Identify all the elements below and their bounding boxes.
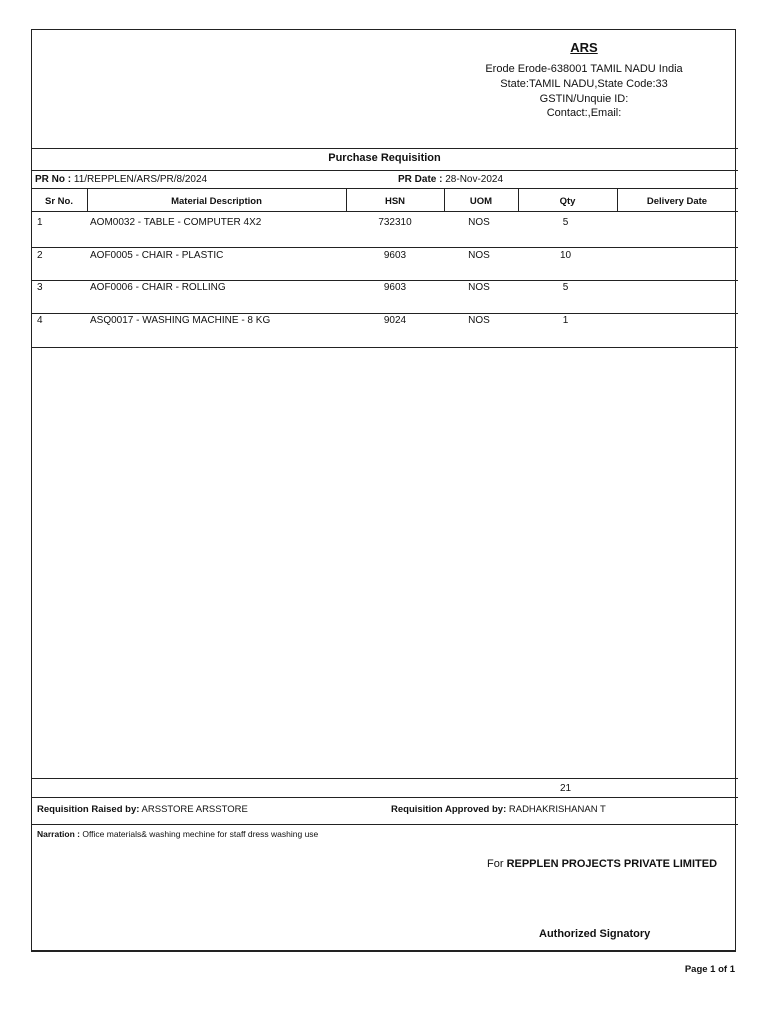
row-qty: 5	[562, 217, 569, 228]
row-qty: 10	[559, 250, 572, 261]
authorized-signatory: Authorized Signatory	[539, 928, 651, 940]
row-uom: NOS	[468, 282, 490, 293]
approved-by-label: Requisition Approved by:	[391, 804, 507, 815]
divider	[31, 347, 738, 348]
narration-value: Office materials& washing mechine for staff dress washing use	[82, 829, 319, 839]
row-uom: NOS	[468, 250, 490, 261]
pr-number-label: PR No :	[35, 174, 72, 185]
requisition-approved-by	[391, 804, 606, 816]
row-hsn: 9603	[383, 282, 407, 293]
pr-date	[398, 174, 503, 186]
row-sr: 4	[37, 315, 43, 326]
row-sr: 2	[37, 250, 43, 261]
company-contact: Contact:,Email:	[546, 107, 622, 119]
row-description: ASQ0017 - WASHING MACHINE - 8 KG	[90, 315, 271, 326]
divider	[31, 778, 738, 779]
row-description: AOF0005 - CHAIR - PLASTIC	[90, 250, 224, 261]
divider	[31, 148, 738, 149]
row-qty: 5	[562, 282, 569, 293]
divider	[31, 824, 738, 825]
requisition-raised-by	[37, 804, 248, 816]
header-delivery-date: Delivery Date	[646, 196, 708, 207]
signature-company: REPPLEN PROJECTS PRIVATE LIMITED	[506, 858, 718, 870]
row-description: AOM0032 - TABLE - COMPUTER 4X2	[90, 217, 262, 228]
header-sr-no: Sr No.	[45, 196, 73, 207]
company-address-line1: Erode Erode-638001 TAMIL NADU India	[485, 63, 683, 75]
row-hsn: 9603	[383, 250, 407, 261]
company-name: ARS	[570, 40, 598, 55]
pr-number	[35, 174, 207, 186]
row-uom: NOS	[468, 217, 490, 228]
row-description: AOF0006 - CHAIR - ROLLING	[90, 282, 226, 293]
raised-by-value: ARSSTORE ARSSTORE	[141, 804, 248, 815]
company-address-line2: State:TAMIL NADU,State Code:33	[500, 78, 668, 90]
header-uom: UOM	[469, 196, 493, 207]
row-divider	[31, 313, 738, 314]
row-divider	[31, 280, 738, 281]
for-label: For	[487, 858, 504, 870]
row-sr: 3	[37, 282, 43, 293]
narration-label: Narration :	[37, 829, 80, 839]
pr-date-label: PR Date :	[398, 174, 443, 185]
header-qty: Qty	[559, 196, 576, 207]
page-number: Page 1 of 1	[684, 964, 735, 975]
narration	[37, 828, 318, 840]
company-gstin: GSTIN/Unquie ID:	[539, 93, 629, 105]
divider	[31, 797, 738, 798]
raised-by-label: Requisition Raised by:	[37, 804, 140, 815]
total-qty: 21	[559, 783, 572, 794]
divider	[31, 211, 738, 212]
document-title: Purchase Requisition	[328, 152, 441, 164]
pr-date-value: 28-Nov-2024	[445, 174, 504, 185]
divider	[31, 170, 738, 171]
row-hsn: 9024	[383, 315, 407, 326]
row-hsn: 732310	[378, 217, 412, 228]
pr-number-value: 11/REPPLEN/ARS/PR/8/2024	[73, 174, 208, 185]
header-material-description: Material Description	[171, 196, 262, 207]
for-company	[487, 857, 717, 871]
row-divider	[31, 247, 738, 248]
divider	[31, 188, 738, 189]
row-qty: 1	[562, 315, 569, 326]
approved-by-value: RADHAKRISHANAN T	[508, 804, 606, 815]
row-sr: 1	[37, 217, 43, 228]
header-hsn: HSN	[384, 196, 406, 207]
row-uom: NOS	[468, 315, 490, 326]
